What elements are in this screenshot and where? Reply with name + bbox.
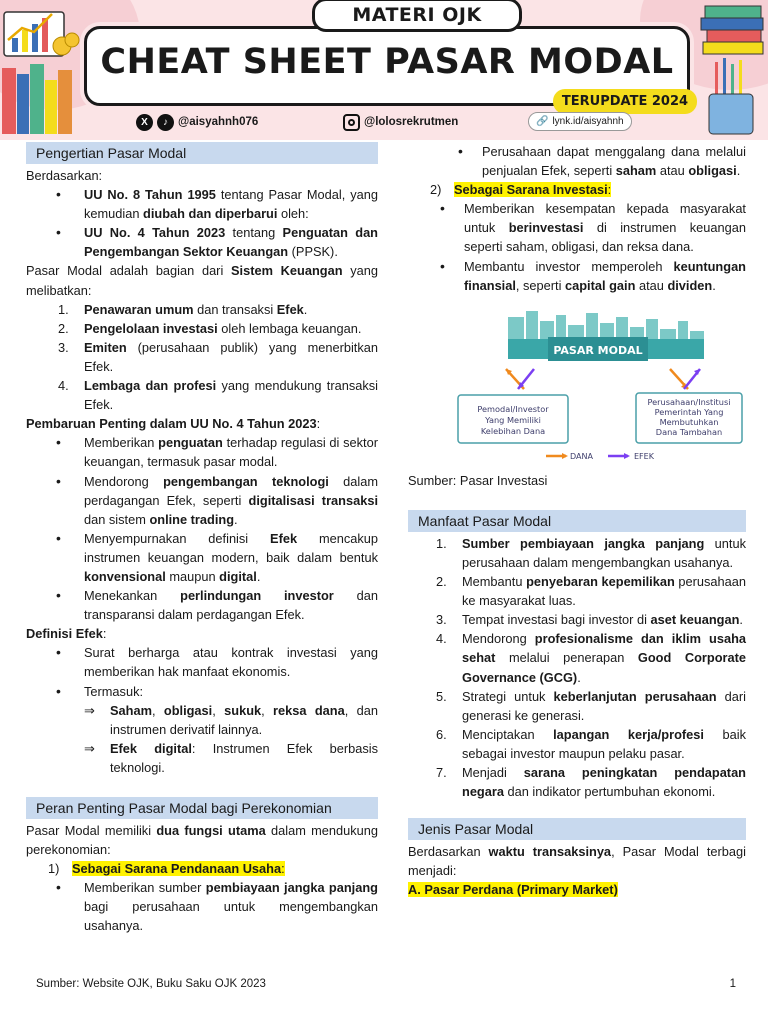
issuer-box-line: Membutuhkan — [659, 416, 719, 427]
jenis-intro: Berdasarkan waktu transaksinya, Pasar Modal terbagi menjadi: — [408, 844, 746, 879]
pembaruan-heading: Pembaruan Penting dalam UU No. 4 Tahun 2023: — [26, 416, 321, 432]
list-item: 7. Menjadi sarana peningkatan pendapatan negara dan indikator pertumbuhan ekonomi. — [436, 764, 747, 800]
instagram-icon — [343, 114, 360, 131]
chart-books-illustration — [0, 0, 90, 140]
legend-dana-label: DANA — [570, 451, 593, 461]
social-handle-1[interactable] — [136, 113, 258, 131]
x-icon: X — [136, 114, 153, 131]
section-heading-peran: Peran Penting Pasar Modal bagi Perekonomian — [26, 797, 378, 819]
social-handle-text: @lolosrekrutmen — [364, 116, 459, 128]
manfaat-list — [404, 534, 746, 801]
berdasarkan-text: Berdasarkan: — [26, 168, 103, 183]
social-handle-2[interactable] — [343, 113, 458, 131]
link-text: lynk.id/aisyahnh — [552, 116, 624, 127]
fungsi-1-heading: 1) Sebagai Sarana Pendanaan Usaha: — [48, 861, 285, 877]
link-icon: 🔗 — [536, 116, 549, 127]
social-handle-text: @aisyahnh076 — [178, 116, 259, 128]
list-item: • Membantu investor memperoleh keuntungan finansial, seperti capital gain atau dividen. — [390, 257, 746, 295]
list-item: 4. Lembaga dan profesi yang mendukung transaksi Efek. — [58, 378, 378, 413]
list-item: 2. Membantu penyebaran kepemilikan perusahaan ke masyarakat luas. — [436, 574, 747, 609]
legend-dana-arrow — [562, 453, 568, 459]
pembaruan-list — [26, 433, 378, 624]
legend-efek-arrow — [624, 453, 630, 459]
right-column — [408, 142, 746, 899]
peran-intro: Pasar Modal memiliki dua fungsi utama dalam mendukung perekonomian: — [26, 823, 379, 858]
updated-badge — [553, 89, 697, 114]
investor-box-line: Kelebihan Dana — [480, 425, 546, 436]
list-item: • Memberikan penguatan terhadap regulasi di sektor keuangan, termasuk pasar modal. — [26, 433, 378, 471]
investor-box-line: Yang Memiliki — [485, 414, 541, 425]
section-heading-manfaat: Manfaat Pasar Modal — [408, 510, 746, 532]
footer — [36, 978, 736, 990]
efek-sub-list — [26, 701, 378, 777]
list-item: 3. Emiten (perusahaan publik) yang menerbitkan Efek. — [58, 339, 378, 374]
efek-list — [26, 643, 378, 700]
list-item: 1. Penawaran umum dan transaksi Efek. — [58, 301, 308, 317]
list-item: • Menyempurnakan definisi Efek mencakup instrumen keuangan modern, baik dalam bentuk konvensional maupun digital. — [26, 529, 378, 586]
tiktok-icon: ♪ — [157, 114, 174, 131]
tab-label: MATERI OJK — [352, 4, 482, 26]
pasar-modal-diagram — [408, 311, 746, 461]
fungsi-1-list — [26, 878, 378, 935]
title-tab — [312, 0, 522, 32]
section-heading-pengertian: Pengertian Pasar Modal — [26, 142, 378, 164]
uu-list — [26, 185, 378, 261]
list-item: 4. Mendorong profesionalisme dan iklim usaha sehat melalui penerapan Good Corporate Governance (GCG). — [436, 631, 747, 685]
arrow-icon: ⇒ — [84, 702, 95, 718]
page-number: 1 — [729, 978, 736, 990]
issuer-box-line: Perusahaan/Institusi — [647, 396, 731, 407]
list-item: • Menekankan perlindungan investor dan transparansi dalam perdagangan Efek. — [26, 586, 378, 624]
list-item: 5. Strategi untuk keberlanjutan perusahaan dari generasi ke generasi. — [436, 688, 746, 723]
list-item: • Memberikan kesempatan kepada masyarakat untuk berinvestasi di instrumen keuangan seperti saham, obligasi, dan reksa dana. — [390, 199, 746, 256]
involvement-list — [26, 300, 378, 415]
list-item: • UU No. 4 Tahun 2023 tentang Penguatan dan Pengembangan Sektor Keuangan (PPSK). — [26, 223, 378, 261]
issuer-box-line: Pemerintah Yang — [654, 406, 724, 417]
diagram-source: Sumber: Pasar Investasi — [408, 472, 548, 488]
link-pill[interactable] — [528, 112, 632, 131]
investor-box-line: Pemodal/Investor — [477, 403, 549, 414]
list-item: 2. Pengelolaan investasi oleh lembaga keuangan. — [58, 320, 362, 336]
jenis-a: A. Pasar Perdana (Primary Market) — [408, 882, 618, 898]
footer-source: Sumber: Website OJK, Buku Saku OJK 2023 — [36, 978, 266, 990]
list-item: • UU No. 8 Tahun 1995 tentang Pasar Modal, yang kemudian diubah dan diperbarui oleh: — [26, 185, 378, 223]
fungsi-2-list — [390, 199, 746, 294]
list-item: ⇒ Saham, obligasi, sukuk, reksa dana, dan instrumen derivatif lainnya. — [84, 702, 378, 737]
list-item: • Perusahaan dapat menggalang dana melalui penjualan Efek, seperti saham atau obligasi. — [408, 142, 746, 180]
list-item: • Surat berharga atau kontrak investasi yang memberikan hak manfaat ekonomis. — [26, 643, 378, 681]
definition-paragraph: Pasar Modal adalah bagian dari Sistem Keuangan yang melibatkan: — [26, 263, 378, 298]
list-item: • Mendorong pengembangan teknologi dalam perdagangan Efek, seperti digitalisasi transaksi dan sistem online trading. — [26, 472, 378, 529]
section-heading-jenis: Jenis Pasar Modal — [408, 818, 746, 840]
list-item: 3. Tempat investasi bagi investor di aset keuangan. — [436, 612, 743, 628]
arrow-icon: ⇒ — [84, 740, 95, 756]
pasar-modal-diagram-svg — [408, 311, 746, 461]
list-item: 6. Menciptakan lapangan kerja/profesi baik sebagai investor maupun pelaku pasar. — [436, 726, 746, 761]
left-column — [26, 142, 378, 936]
list-item: • Termasuk: — [26, 682, 378, 701]
legend-efek-label: EFEK — [634, 451, 654, 461]
fungsi-1-list-cont — [408, 142, 746, 180]
issuer-box-line: Dana Tambahan — [655, 426, 723, 437]
list-item: ⇒ Efek digital: Instrumen Efek berbasis teknologi. — [84, 740, 378, 775]
fungsi-2-heading: 2) Sebagai Sarana Investasi: — [430, 182, 612, 198]
diagram-banner-label: PASAR MODAL — [553, 343, 643, 357]
list-item: 1. Sumber pembiayaan jangka panjang untuk perusahaan dalam mengembangkan usahanya. — [436, 535, 746, 570]
badge-label: TERUPDATE 2024 — [561, 94, 689, 109]
page-title: CHEAT SHEET PASAR MODAL — [100, 42, 674, 82]
books-mug-illustration — [695, 0, 768, 140]
list-item: • Memberikan sumber pembiayaan jangka panjang bagi perusahaan untuk mengembangkan usahanya. — [26, 878, 378, 935]
header-banner — [0, 0, 768, 140]
efek-heading: Definisi Efek: — [26, 626, 107, 642]
